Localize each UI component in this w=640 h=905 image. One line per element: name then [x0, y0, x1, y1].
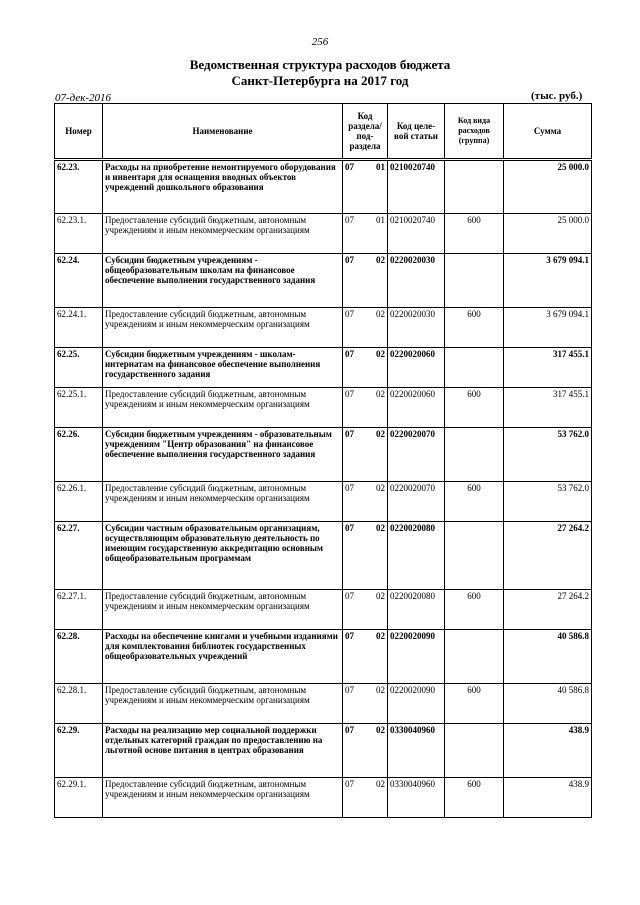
row-target-code: 0220020030: [388, 308, 445, 348]
row-target-code: 0220020090: [388, 684, 445, 724]
units-label: (тыс. руб.): [531, 90, 583, 102]
row-sum: 317 455.1: [504, 388, 592, 428]
row-name: Расходы на реализацию мер социальной поддержки отдельных категорий граждан по предоставлению на льготной основе питания в центрах образования: [103, 724, 343, 778]
table-row: [55, 522, 592, 590]
subsection-code: 02: [376, 349, 385, 359]
subsection-code: 02: [376, 725, 385, 735]
subsection-code: 01: [376, 215, 385, 225]
row-number: 62.27.: [55, 522, 103, 590]
row-number: 62.26.1.: [55, 482, 103, 522]
row-target-code: 0220020070: [388, 428, 445, 482]
section-code: 07: [345, 523, 354, 533]
header-section-code: Код раздела/ под- раздела: [343, 104, 388, 160]
row-target-code: 0330040960: [388, 778, 445, 818]
table-header-row: [55, 104, 592, 160]
table-row: [55, 684, 592, 724]
row-number: 62.29.1.: [55, 778, 103, 818]
section-code: 07: [345, 429, 354, 439]
row-sum: 25 000.0: [504, 160, 592, 214]
row-target-code: 0220020060: [388, 388, 445, 428]
page-number: 256: [311, 36, 329, 48]
section-code: 07: [345, 685, 354, 695]
row-sum: 53 762.0: [504, 482, 592, 522]
row-section-code: [343, 724, 388, 778]
row-number: 62.25.: [55, 348, 103, 388]
section-code: 07: [345, 483, 354, 493]
row-number: 62.28.: [55, 630, 103, 684]
row-expense-group: 600: [445, 388, 504, 428]
table-row: [55, 482, 592, 522]
row-name: Субсидии частным образовательным организациям, осуществляющим образовательную деятельность по имеющим государственную аккредитацию основным общеобразовательным программам: [103, 522, 343, 590]
table-row: [55, 724, 592, 778]
table-row: [55, 214, 592, 254]
subsection-code: 02: [376, 483, 385, 493]
header-sum: Сумма: [504, 104, 592, 160]
subsection-code: 01: [376, 162, 385, 172]
row-number: 62.27.1.: [55, 590, 103, 630]
row-section-code: [343, 522, 388, 590]
subsection-code: 02: [376, 429, 385, 439]
row-name: Расходы на обеспечение книгами и учебными изданиями для комплектования библиотек государственных общеобразовательных учреждений: [103, 630, 343, 684]
row-name: Предоставление субсидий бюджетным, автономным учреждениям и иным некоммерческим организациям: [103, 388, 343, 428]
subsection-code: 02: [376, 779, 385, 789]
row-expense-group: 600: [445, 214, 504, 254]
row-section-code: [343, 254, 388, 308]
row-sum: 438.9: [504, 724, 592, 778]
row-number: 62.26.: [55, 428, 103, 482]
table-row: [55, 348, 592, 388]
row-name: Предоставление субсидий бюджетным, автономным учреждениям и иным некоммерческим организациям: [103, 684, 343, 724]
row-number: 62.28.1.: [55, 684, 103, 724]
row-sum: 27 264.2: [504, 590, 592, 630]
row-sum: 27 264.2: [504, 522, 592, 590]
section-code: 07: [345, 389, 354, 399]
row-name: Субсидии бюджетным учреждениям - школам-интернатам на финансовое обеспечение выполнения государственного задания: [103, 348, 343, 388]
row-number: 62.29.: [55, 724, 103, 778]
row-sum: 53 762.0: [504, 428, 592, 482]
row-expense-group: 600: [445, 482, 504, 522]
budget-table: [54, 103, 592, 818]
row-sum: 438.9: [504, 778, 592, 818]
row-number: 62.23.1.: [55, 214, 103, 254]
row-target-code: 0220020080: [388, 522, 445, 590]
row-name: Предоставление субсидий бюджетным, автономным учреждениям и иным некоммерческим организациям: [103, 308, 343, 348]
row-expense-group: [445, 428, 504, 482]
row-expense-group: [445, 522, 504, 590]
row-sum: 40 586.8: [504, 630, 592, 684]
table-row: [55, 308, 592, 348]
table-row: [55, 388, 592, 428]
row-expense-group: [445, 724, 504, 778]
row-target-code: 0220020080: [388, 590, 445, 630]
row-section-code: [343, 428, 388, 482]
row-target-code: 0210020740: [388, 214, 445, 254]
document-title: [0, 57, 640, 89]
row-expense-group: 600: [445, 684, 504, 724]
header-target-code: Код целе- вой статьи: [388, 104, 445, 160]
row-expense-group: [445, 348, 504, 388]
row-sum: 3 679 094.1: [504, 254, 592, 308]
row-expense-group: 600: [445, 778, 504, 818]
title-line-2: Санкт-Петербурга на 2017 год: [231, 73, 409, 88]
row-expense-group: [445, 160, 504, 214]
section-code: 07: [345, 779, 354, 789]
subsection-code: 02: [376, 523, 385, 533]
section-code: 07: [345, 215, 354, 225]
subsection-code: 02: [376, 255, 385, 265]
section-code: 07: [345, 255, 354, 265]
row-expense-group: [445, 630, 504, 684]
row-sum: 40 586.8: [504, 684, 592, 724]
row-target-code: 0210020740: [388, 160, 445, 214]
row-name: Субсидии бюджетным учреждениям - общеобразовательным школам на финансовое обеспечение выполнения государственного задания: [103, 254, 343, 308]
row-section-code: [343, 684, 388, 724]
subsection-code: 02: [376, 389, 385, 399]
row-name: Предоставление субсидий бюджетным, автономным учреждениям и иным некоммерческим организациям: [103, 590, 343, 630]
row-expense-group: 600: [445, 590, 504, 630]
row-section-code: [343, 348, 388, 388]
document-date: 07-дек-2016: [55, 92, 112, 104]
row-section-code: [343, 160, 388, 214]
title-line-1: Ведомственная структура расходов бюджета: [189, 57, 451, 72]
row-number: 62.24.: [55, 254, 103, 308]
row-section-code: [343, 778, 388, 818]
row-target-code: 0220020070: [388, 482, 445, 522]
row-name: Предоставление субсидий бюджетным, автономным учреждениям и иным некоммерческим организациям: [103, 482, 343, 522]
subsection-code: 02: [376, 591, 385, 601]
row-section-code: [343, 630, 388, 684]
row-section-code: [343, 308, 388, 348]
row-name: Расходы на приобретение немонтируемого оборудования и инвентаря для оснащения вводных объектов учреждений дошкольного образования: [103, 160, 343, 214]
row-section-code: [343, 482, 388, 522]
row-target-code: 0220020030: [388, 254, 445, 308]
row-sum: 3 679 094.1: [504, 308, 592, 348]
row-target-code: 0330040960: [388, 724, 445, 778]
row-sum: 317 455.1: [504, 348, 592, 388]
row-name: Предоставление субсидий бюджетным, автономным учреждениям и иным некоммерческим организациям: [103, 214, 343, 254]
table-row: [55, 254, 592, 308]
subsection-code: 02: [376, 631, 385, 641]
section-code: 07: [345, 591, 354, 601]
header-number: Номер: [55, 104, 103, 160]
row-target-code: 0220020060: [388, 348, 445, 388]
header-expense-kind: Код вида расходов (группа): [445, 104, 504, 160]
table-row: [55, 778, 592, 818]
table-body: [55, 160, 592, 818]
section-code: 07: [345, 309, 354, 319]
row-name: Предоставление субсидий бюджетным, автономным учреждениям и иным некоммерческим организациям: [103, 778, 343, 818]
row-section-code: [343, 590, 388, 630]
row-target-code: 0220020090: [388, 630, 445, 684]
row-section-code: [343, 214, 388, 254]
table-row: [55, 590, 592, 630]
row-number: 62.24.1.: [55, 308, 103, 348]
row-name: Субсидии бюджетным учреждениям - образовательным учреждениям "Центр образования" на финансовое обеспечение выполнения государственного задания: [103, 428, 343, 482]
subsection-code: 02: [376, 309, 385, 319]
section-code: 07: [345, 162, 354, 172]
table-row: [55, 428, 592, 482]
row-section-code: [343, 388, 388, 428]
section-code: 07: [345, 349, 354, 359]
subsection-code: 02: [376, 685, 385, 695]
header-name: Наименование: [103, 104, 343, 160]
row-number: 62.23.: [55, 160, 103, 214]
row-sum: 25 000.0: [504, 214, 592, 254]
section-code: 07: [345, 725, 354, 735]
table-row: [55, 160, 592, 214]
row-number: 62.25.1.: [55, 388, 103, 428]
section-code: 07: [345, 631, 354, 641]
table-row: [55, 630, 592, 684]
row-expense-group: [445, 254, 504, 308]
row-expense-group: 600: [445, 308, 504, 348]
